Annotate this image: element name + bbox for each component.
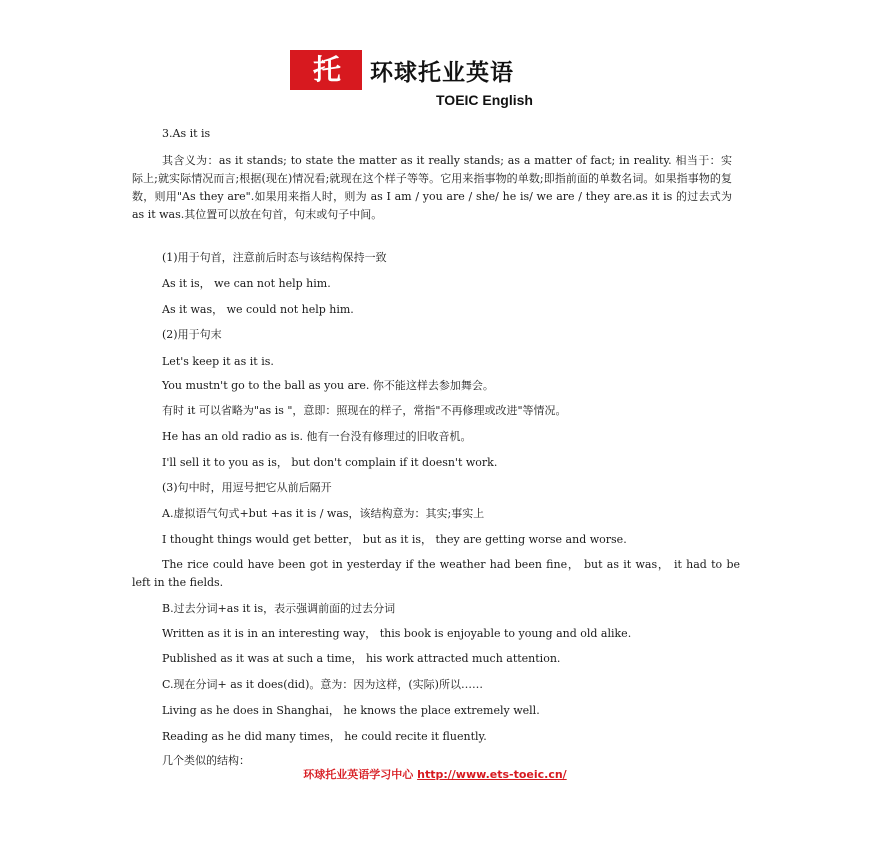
closing-line: 几个类似的结构： (162, 754, 250, 767)
example-line: As it is， we can not help him. (162, 277, 331, 290)
brand-logo (290, 50, 362, 90)
note-line: 有时 it 可以省略为"as is "，意即：照现在的样子，常指"不再修理或改进"等情况。 (162, 404, 567, 417)
section-heading: 3.As it is (162, 127, 211, 140)
example-line: He has an old radio as is. 他有一台没有修理过的旧收音机。 (162, 430, 472, 443)
example-line: I thought things would get better， but as it is， they are getting worse and worse. (162, 533, 627, 546)
example-line: Living as he does in Shanghai， he knows the place extremely well. (162, 704, 540, 717)
example-line: Let's keep it as it is. (162, 355, 274, 368)
example-line: You mustn't go to the ball as you are. 你不能这样去参加舞会。 (162, 379, 494, 392)
example-line: As it was， we could not help him. (162, 303, 354, 316)
footer-label: 环球托业英语学习中心 (303, 768, 414, 781)
footer-link[interactable]: http://www.ets-toeic.cn/ (417, 768, 567, 781)
brand-name-en: TOEIC English (436, 92, 533, 108)
pattern-c-heading: C.现在分词+ as it does(did)。意为：因为这样，(实际)所以…… (162, 678, 483, 691)
example-line: Reading as he did many times， he could recite it fluently. (162, 730, 487, 743)
page-header (290, 50, 590, 110)
pattern-a-heading: A.虚拟语气句式+but +as it is / was，该结构意为：其实;事实上 (162, 507, 485, 520)
example-line: Published as it was at such a time， his work attracted much attention. (162, 652, 561, 665)
page-footer (0, 766, 870, 782)
subheading-1: (1)用于句首，注意前后时态与该结构保持一致 (162, 251, 387, 264)
example-line: I'll sell it to you as is， but don't complain if it doesn't work. (162, 456, 498, 469)
pattern-b-heading: B.过去分词+as it is，表示强调前面的过去分词 (162, 602, 396, 615)
definition-paragraph: 其含义为：as it stands; to state the matter as it really stands; as a matter of fact; in reality. 相当于：实际上;就实际情况而言;根据(现在)情况看;就现在这个样子等等。它用来指事物的单数;即指前面的单数名词。如果指事物的复数，则用"As they are".如果用来指人时，则为 as I am / you are / she/ he is/ we are / they are.as it is 的过去式为 as it was.其位置可以放在句首，句末或句子中间。 (132, 154, 733, 221)
brand-name-cn: 环球托业英语 (370, 60, 514, 86)
example-line: Written as it is in an interesting way， this book is enjoyable to young and old alike. (162, 627, 632, 640)
example-paragraph: The rice could have been got in yesterday if the weather had been fine， but as it was， it had to be left in the fields. (132, 558, 740, 589)
subheading-2: (2)用于句末 (162, 328, 222, 341)
logo-char: 托 (312, 53, 339, 86)
subheading-3: (3)句中时，用逗号把它从前后隔开 (162, 481, 332, 494)
